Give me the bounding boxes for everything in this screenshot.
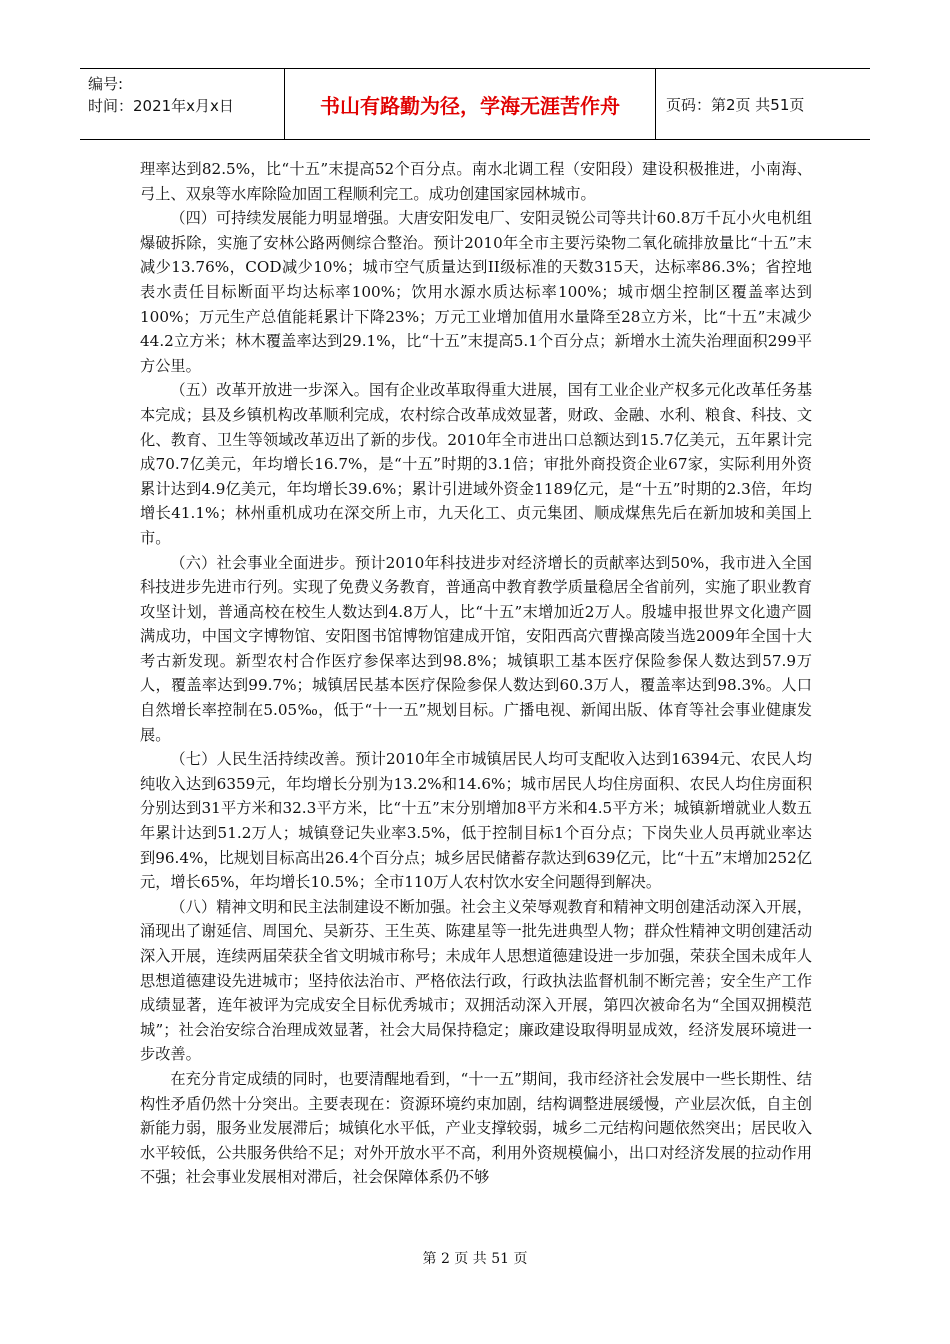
page-header	[80, 68, 870, 140]
document-time-label: 时间：2021年x月x日	[88, 97, 234, 115]
header-meta	[80, 69, 285, 139]
document-body	[140, 157, 812, 1190]
document-number-label: 编号:	[88, 75, 124, 93]
paragraph-civilization-legal: （八）精神文明和民主法制建设不断加强。社会主义荣辱观教育和精神文明创建活动深入开展，涌现出了谢延信、周国允、吴新芬、王生英、陈建星等一批先进典型人物；群众性精神文明创建活动深入开展，连续两届荣获全省文明城市称号；未成年人思想道德建设进一步加强，荣获全国未成年人思想道德建设先进城市；坚持依法治市、严格依法行政，行政执法监督机制不断完善；安全生产工作成绩显著，连年被评为完成安全目标优秀城市；双拥活动深入开展，第四次被命名为“全国双拥模范城”；社会治安综合治理成效显著，社会大局保持稳定；廉政建设取得明显成效，经济发展环境进一步改善。	[140, 897, 812, 1064]
paragraph-living-standards: （七）人民生活持续改善。预计2010年全市城镇居民人均可支配收入达到16394元、农民人均纯收入达到6359元，年均增长分别为13.2%和14.6%；城市居民人均住房面积、农民人均住房面积分别达到31平方米和32.3平方米，比“十五”末分别增加8平方米和4.5平方米；城镇新增就业人数五年累计达到51.2万人；城镇登记失业率3.5%，低于控制目标1个百分点；下岗失业人员再就业率达到96.4%，比规划目标高出26.4个百分点；城乡居民储蓄存款达到639亿元，比“十五”末增加252亿元，增长65%，年均增长10.5%；全市110万人农村饮水安全问题得到解决。	[140, 750, 812, 892]
header-page-number: 页码：第2页 共51页	[666, 95, 805, 114]
paragraph-problems: 在充分肯定成绩的同时，也要清醒地看到，“十一五”期间，我市经济社会发展中一些长期性、结构性矛盾仍然十分突出。主要表现在：资源环境约束加剧，结构调整进展缓慢，产业层次低，自主创新能力弱，服务业发展滞后；城镇化水平低，产业支撑较弱，城乡二元结构问题依然突出；居民收入水平较低，公共服务供给不足；对外开放水平不高，利用外资规模偏小，出口对经济发展的拉动作用不强；社会事业发展相对滞后，社会保障体系仍不够	[140, 1069, 812, 1187]
page-footer: 第 2 页 共 51 页	[422, 1251, 528, 1267]
header-motto: 书山有路勤为径，学海无涯苦作舟	[285, 69, 656, 139]
paragraph-reform-opening: （五）改革开放进一步深入。国有企业改革取得重大进展，国有工业企业产权多元化改革任务基本完成；县及乡镇机构改革顺利完成，农村综合改革成效显著，财政、金融、水利、粮食、科技、文化、教育、卫生等领域改革迈出了新的步伐。2010年全市进出口总额达到15.7亿美元，五年累计完成70.7亿美元，年均增长16.7%，是“十五”时期的3.1倍；审批外商投资企业67家，实际利用外资累计达到4.9亿美元，年均增长39.6%；累计引进域外资金1189亿元，是“十五”时期的2.3倍，年均增长41.1%；林州重机成功在深交所上市，九天化工、贞元集团、顺成煤焦先后在新加坡和美国上市。	[140, 381, 812, 547]
paragraph-continuation: 理率达到82.5%，比“十五”末提高52个百分点。南水北调工程（安阳段）建设积极推进，小南海、弓上、双泉等水库除险加固工程顺利完工。成功创建国家园林城市。	[140, 160, 812, 203]
paragraph-social-progress: （六）社会事业全面进步。预计2010年科技进步对经济增长的贡献率达到50%，我市进入全国科技进步先进市行列。实现了免费义务教育，普通高中教育教学质量稳居全省前列，实施了职业教育攻坚计划，普通高校在校生人数达到4.8万人，比“十五”末增加近2万人。殷墟申报世界文化遗产圆满成功，中国文字博物馆、安阳图书馆博物馆建成开馆，安阳西高穴曹操高陵当选2009年全国十大考古新发现。新型农村合作医疗参保率达到98.8%；城镇职工基本医疗保险参保人数达到57.9万人，覆盖率达到99.7%；城镇居民基本医疗保险参保人数达到60.3万人，覆盖率达到98.3%。人口自然增长率控制在5.05‰，低于“十一五”规划目标。广播电视、新闻出版、体育等社会事业健康发展。	[140, 553, 812, 744]
paragraph-sustainable-development: （四）可持续发展能力明显增强。大唐安阳发电厂、安阳灵锐公司等共计60.8万千瓦小火电机组爆破拆除，实施了安林公路两侧综合整治。预计2010年全市主要污染物二氧化硫排放量比“十五”末减少13.76%，COD减少10%；城市空气质量达到II级标准的天数315天，达标率86.3%；省控地表水责任目标断面平均达标率100%；饮用水源水质达标率100%；城市烟尘控制区覆盖率达到100%；万元生产总值能耗累计下降23%；万元工业增加值用水量降至28立方米，比“十五”末减少44.2立方米；林木覆盖率达到29.1%，比“十五”末提高5.1个百分点；新增水土流失治理面积299平方公里。	[140, 209, 812, 375]
